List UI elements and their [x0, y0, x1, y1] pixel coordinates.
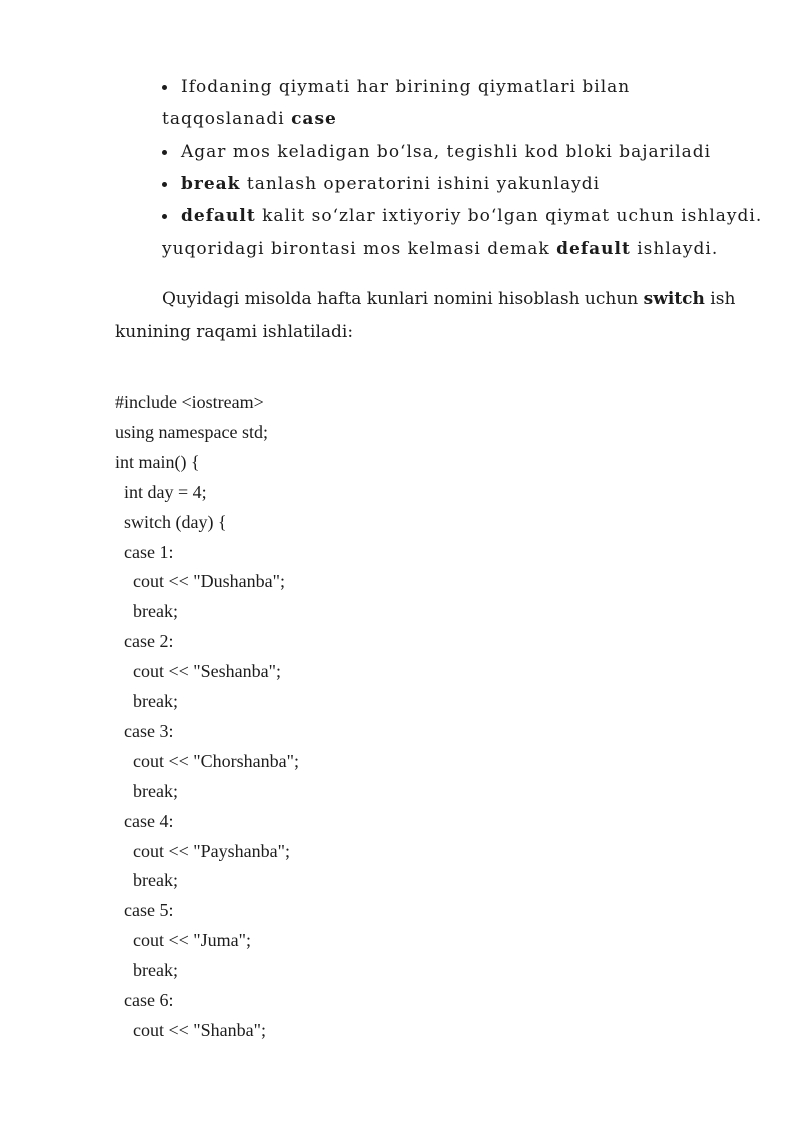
- code-line: break;: [115, 601, 178, 622]
- code-line: cout << "Shanba";: [115, 1019, 266, 1040]
- code-line: cout << "Chorshanba";: [115, 750, 299, 771]
- paragraph-text: kunining raqami ishlatiladi:: [115, 322, 354, 342]
- bullet-icon: [162, 214, 167, 219]
- code-line: case 1:: [115, 541, 174, 562]
- code-line: break;: [115, 960, 178, 981]
- code-line: case 3:: [115, 720, 174, 741]
- keyword-default: default: [181, 206, 256, 226]
- code-line: int main() {: [115, 451, 200, 472]
- list-item-continuation: [162, 109, 337, 129]
- code-line: switch (day) {: [115, 511, 227, 532]
- code-line: break;: [115, 870, 178, 891]
- bullet-icon: [162, 85, 167, 90]
- continuation-text: ishlaydi.: [630, 239, 719, 259]
- bullet-icon: [162, 182, 167, 187]
- list-item-text: Agar mos keladigan bo‘lsa, tegishli kod bloki bajariladi: [181, 142, 712, 162]
- code-line: case 6:: [115, 990, 174, 1010]
- code-line: case 5:: [115, 900, 174, 921]
- code-line: int day = 4;: [115, 481, 207, 502]
- paragraph-line: [162, 289, 735, 309]
- list-item-continuation: [162, 239, 718, 259]
- keyword-switch: switch: [643, 289, 705, 309]
- keyword-break: break: [181, 174, 241, 194]
- code-line: break;: [115, 691, 178, 711]
- bullet-icon: [162, 150, 167, 155]
- code-line: cout << "Juma";: [115, 930, 251, 951]
- paragraph-text: ish: [704, 289, 736, 309]
- code-line: case 2:: [115, 631, 174, 652]
- list-item-text: tanlash operatorini ishini yakunlaydi: [240, 174, 601, 194]
- list-item-text: Ifodaning qiymati har birining qiymatlari bilan: [181, 77, 631, 97]
- code-line: cout << "Dushanba";: [115, 571, 285, 592]
- continuation-text: taqqoslanadi: [162, 109, 292, 129]
- keyword-default: default: [556, 239, 631, 259]
- code-line: break;: [115, 780, 178, 801]
- paragraph-line: [115, 322, 353, 342]
- code-line: cout << "Seshanba";: [115, 661, 281, 682]
- code-line: using namespace std;: [115, 421, 268, 442]
- keyword-case: case: [291, 109, 337, 129]
- continuation-text: yuqoridagi birontasi mos kelmasi demak: [162, 239, 557, 259]
- list-item-text: kalit so‘zlar ixtiyoriy bo‘lgan qiymat uchun ishlaydi.: [255, 206, 763, 226]
- code-line: case 4:: [115, 810, 174, 831]
- code-line: cout << "Payshanba";: [115, 840, 290, 861]
- paragraph-text: Quyidagi misolda hafta kunlari nomini hisoblash uchun: [162, 289, 644, 309]
- code-line: #include <iostream>: [115, 392, 264, 412]
